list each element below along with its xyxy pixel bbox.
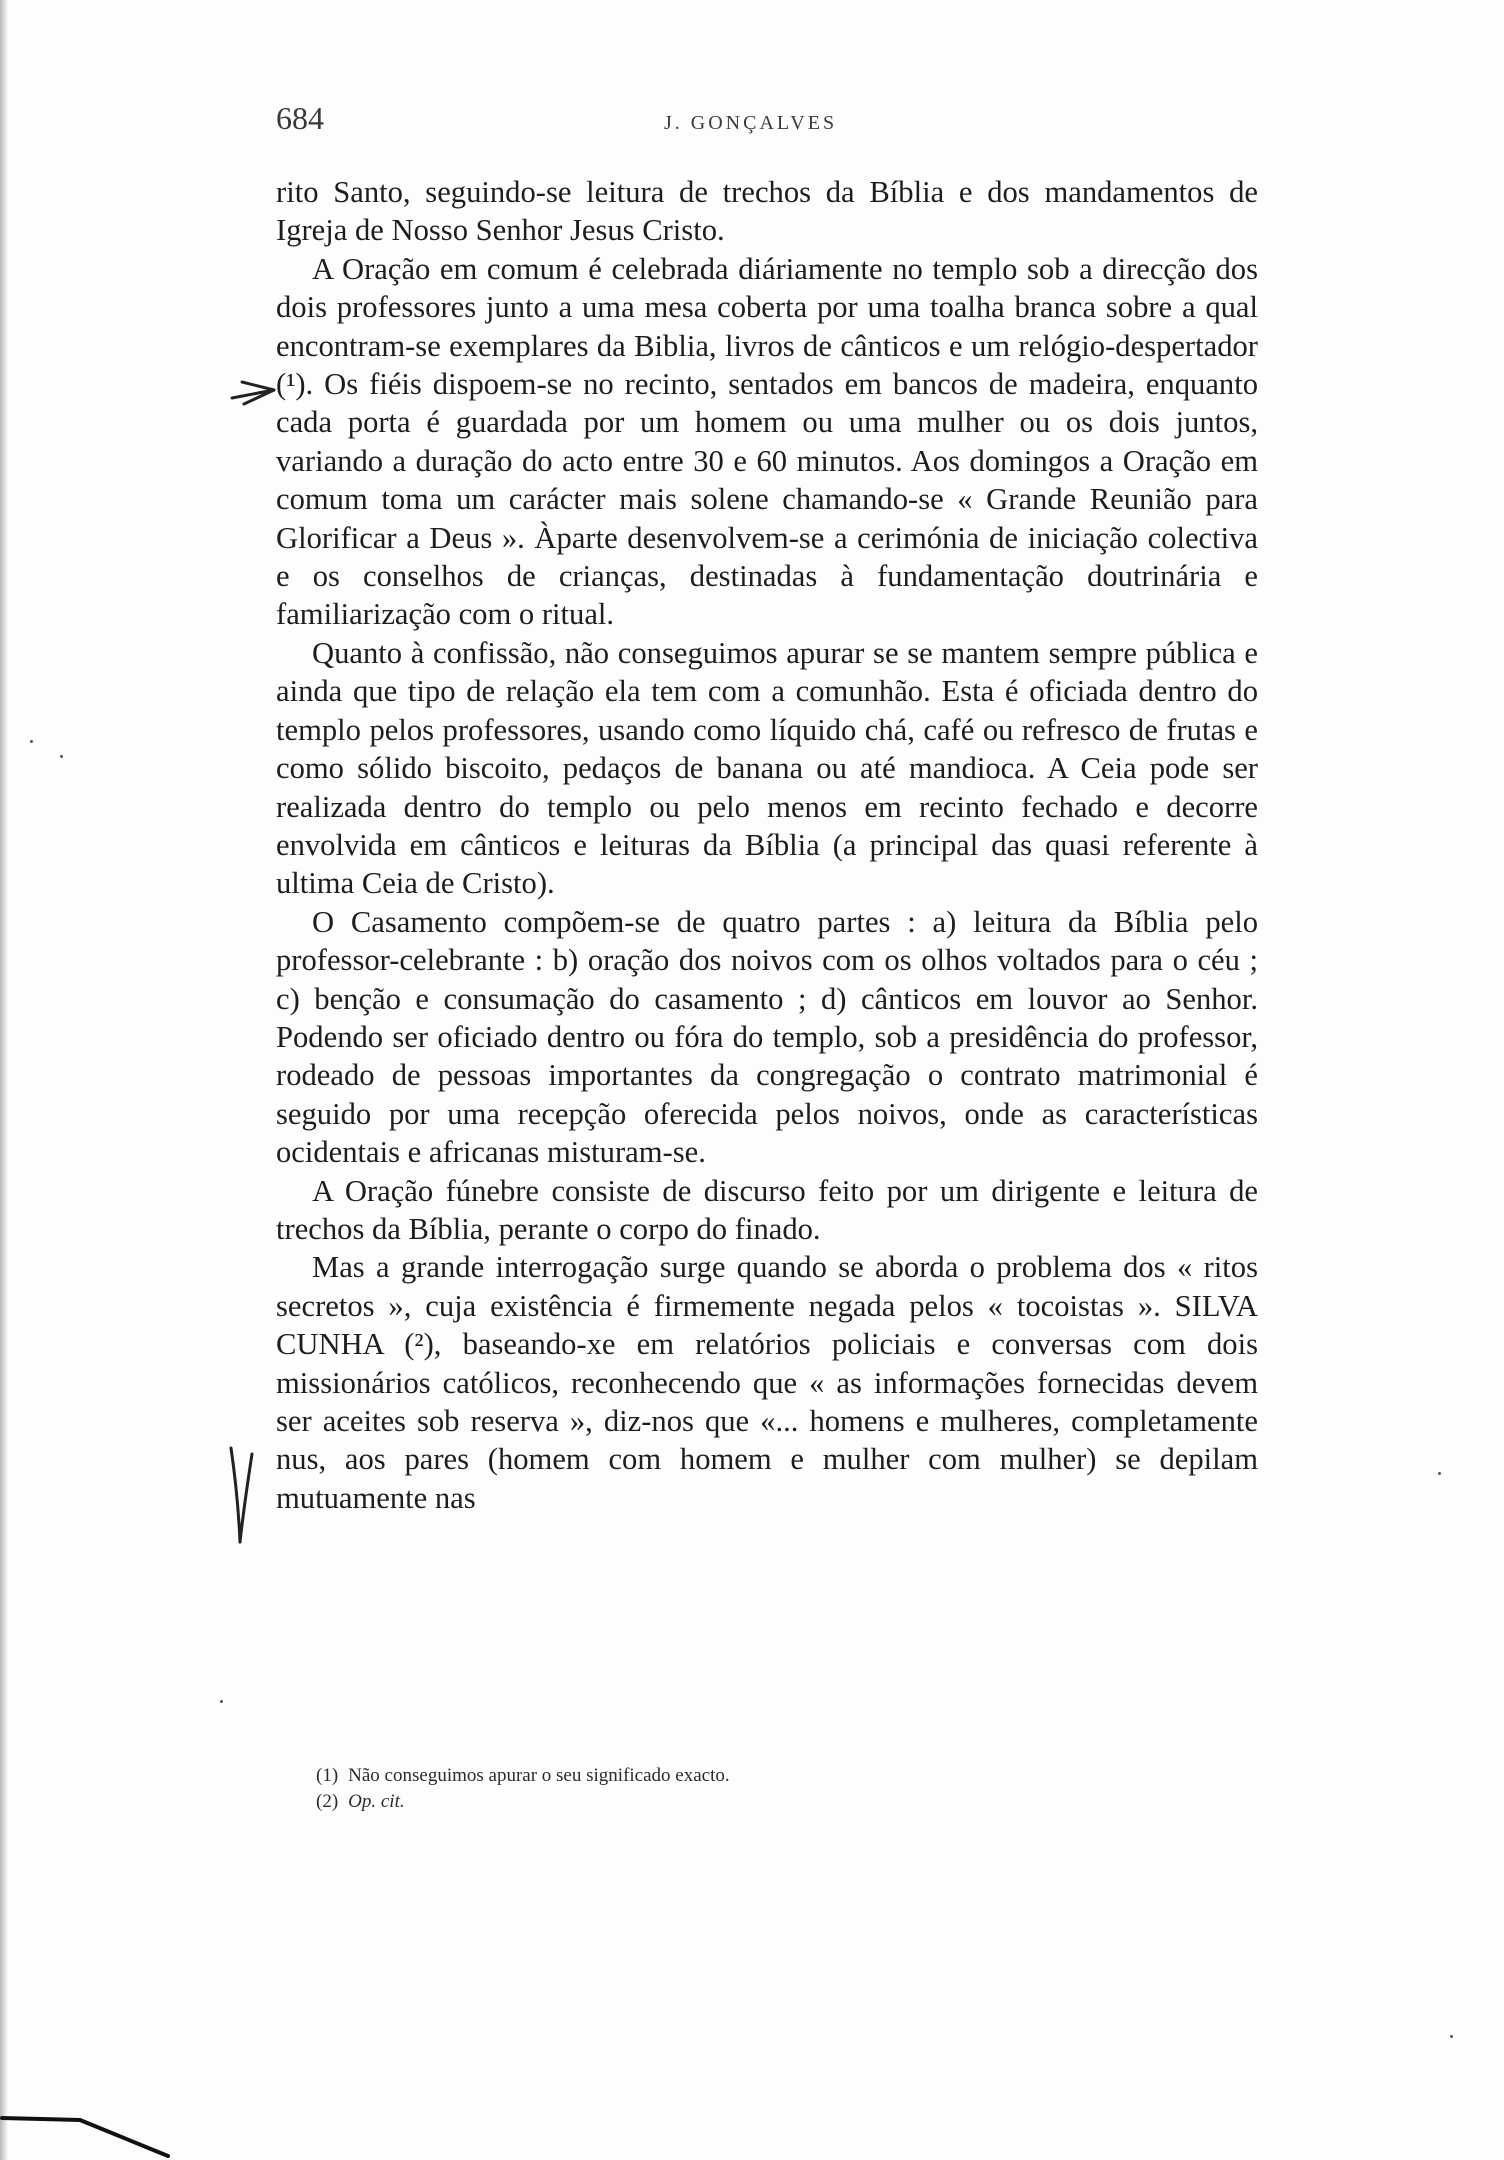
footnote-2 <box>316 1789 1256 1815</box>
paragraph-1: rito Santo, seguindo-se leitura de trechos da Bíblia e dos mandamentos de Igreja de Nosso Senhor Jesus Cristo. <box>276 175 1258 248</box>
scan-edge-shadow <box>0 0 8 2160</box>
paragraph-3: Quanto à confissão, não conseguimos apurar se se mantem sempre pública e ainda que tipo de relação ela tem com a comunhão. Esta é oficiada dentro do templo pelos professores, usando como líquido chá, café ou refresco de frutas e como sólido biscoito, pedaços de banana ou até mandioca. A Ceia pode ser realizada dentro do templo ou pelo menos em recinto fechado e decorre envolvida em cânticos e leituras da Bíblia (a principal das quasi referente à ultima Ceia de Cristo). <box>276 635 1258 901</box>
paragraph-5: A Oração fúnebre consiste de discurso feito por um dirigente e leitura de trechos da Bíblia, perante o corpo do finado. <box>276 1173 1258 1246</box>
scan-corner-line-icon <box>0 2110 170 2160</box>
running-head: J. GONÇALVES <box>664 112 838 134</box>
footnotes <box>316 1763 1256 1815</box>
paragraph-2: A Oração em comum é celebrada diáriamente no templo sob a direcção dos dois professores junto a uma mesa coberta por uma toalha branca sobre a qual encontram-se exemplares da Biblia, livros de cânticos e um relógio-despertador (¹). Os fiéis dispoem-se no recinto, sentados em bancos de madeira, enquanto cada porta é guardada por um homem ou uma mulher ou os dois juntos, variando a duração do acto entre 30 e 60 minutos. Aos domingos a Oração em comum toma um carácter mais solene chamando-se « Grande Reunião para Glorificar a Deus ». Àparte desenvolvem-se a cerimónia de iniciação colectiva e os conselhos de crianças, destinadas à fundamentação doutrinária e familiarização com o ritual. <box>276 251 1258 632</box>
speck <box>1450 2035 1453 2038</box>
speck <box>1438 1472 1441 1475</box>
speck <box>30 740 33 743</box>
speck <box>60 755 63 758</box>
footnote-1 <box>316 1763 1256 1789</box>
footnote-mark: (2) <box>316 1791 339 1812</box>
body-text <box>276 173 1258 1517</box>
footnote-text: Op. cit. <box>348 1791 405 1812</box>
page-number: 684 <box>276 100 324 136</box>
paragraph-6: Mas a grande interrogação surge quando se aborda o problema dos « ritos secretos », cuja existência é firmemente negada pelos « tocoistas ». SILVA CUNHA (²), baseando-xe em relatórios policiais e conversas com dois missionários católicos, reconhecendo que « as informações fornecidas devem ser aceites sob reserva », diz-nos que «... homens e mulheres, completamente nus, aos pares (homem com homem e mulher com mulher) se depilam mutuamente nas <box>276 1250 1258 1515</box>
footnote-mark: (1) <box>316 1765 339 1786</box>
footnote-text: Não conseguimos apurar o seu significado exacto. <box>348 1765 730 1786</box>
vertical-stroke-mark-icon <box>226 1446 256 1546</box>
speck <box>220 1700 223 1703</box>
arrow-mark-icon <box>228 378 278 408</box>
paragraph-4: O Casamento compõem-se de quatro partes : a) leitura da Bíblia pelo professor-celebrante : b) oração dos noivos com os olhos voltados para o céu ; c) benção e consumação do casamento ; d) cânticos em louvor ao Senhor. Podendo ser oficiado dentro ou fóra do templo, sob a presidência do professor, rodeado de pessoas importantes da congregação o contrato matrimonial é seguido por uma recepção oferecida pelos noivos, onde as características ocidentais e africanas misturam-se. <box>276 904 1258 1170</box>
